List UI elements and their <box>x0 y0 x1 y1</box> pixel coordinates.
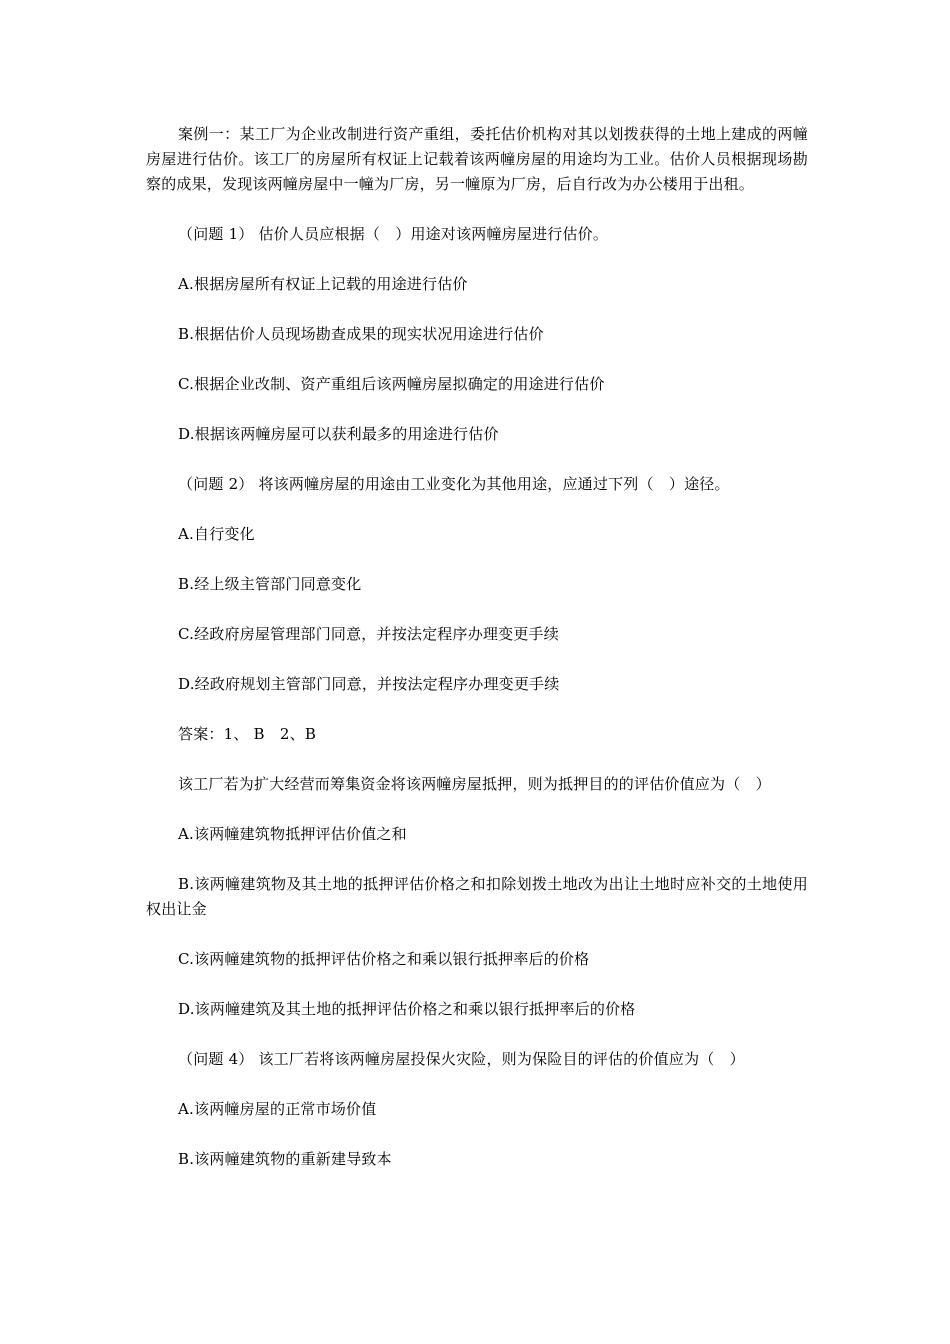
question-1-option-a: A.根据房屋所有权证上记载的用途进行估价 <box>178 275 468 293</box>
question-3-option-b: B.该两幢建筑物及其土地的抵押评估价格之和扣除划拨土地改为出让土地时应补交的土地使用权出让金 <box>146 875 808 918</box>
question-2-option-b: B.经上级主管部门同意变化 <box>178 575 362 593</box>
question-2: （问题 2） 将该两幢房屋的用途由工业变化为其他用途，应通过下列（ ）途径。 <box>178 475 730 493</box>
question-2-option-d: D.经政府规划主管部门同意，并按法定程序办理变更手续 <box>178 675 560 693</box>
question-1: （问题 1） 估价人员应根据（ ）用途对该两幢房屋进行估价。 <box>178 225 609 243</box>
question-3-option-a: A.该两幢建筑物抵押评估价值之和 <box>178 825 407 843</box>
question-4: （问题 4） 该工厂若将该两幢房屋投保火灾险，则为保险目的评估的价值应为（ ） <box>178 1050 745 1068</box>
question-4-option-a: A.该两幢房屋的正常市场价值 <box>178 1100 377 1118</box>
question-1-option-c: C.根据企业改制、资产重组后该两幢房屋拟确定的用途进行估价 <box>178 375 605 393</box>
case-intro-paragraph: 案例一：某工厂为企业改制进行资产重组，委托估价机构对其以划拨获得的土地上建成的两幢房屋进行估价。该工厂的房屋所有权证上记载着该两幢房屋的用途均为工业。估价人员根据现场勘察的成果，发现该两幢房屋中一幢为厂房，另一幢原为厂房，后自行改为办公楼用于出租。 <box>146 125 808 193</box>
question-3: 该工厂若为扩大经营而筹集资金将该两幢房屋抵押，则为抵押目的的评估价值应为（ ） <box>178 775 771 793</box>
question-1-option-b: B.根据估价人员现场勘查成果的现实状况用途进行估价 <box>178 325 544 343</box>
question-2-option-a: A.自行变化 <box>178 525 255 543</box>
question-3-option-c: C.该两幢建筑物的抵押评估价格之和乘以银行抵押率后的价格 <box>178 950 590 968</box>
answer-line: 答案：1、 B 2、B <box>178 725 317 743</box>
document-body <box>146 122 808 1172</box>
question-3-option-d: D.该两幢建筑及其土地的抵押评估价格之和乘以银行抵押率后的价格 <box>178 1000 636 1018</box>
question-1-option-d: D.根据该两幢房屋可以获利最多的用途进行估价 <box>178 425 499 443</box>
question-4-option-b: B.该两幢建筑物的重新建导致本 <box>178 1150 392 1168</box>
question-2-option-c: C.经政府房屋管理部门同意，并按法定程序办理变更手续 <box>178 625 559 643</box>
